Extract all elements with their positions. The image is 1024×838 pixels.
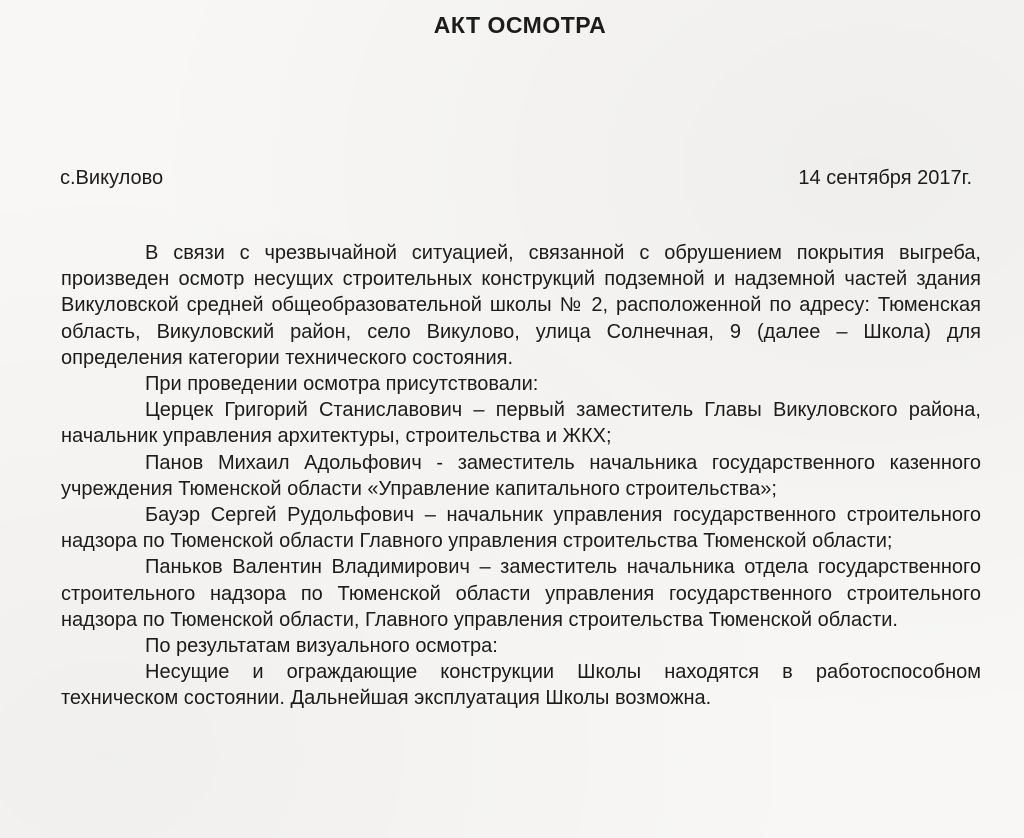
document-body (61, 240, 981, 712)
document-date: 14 сентября 2017г. (798, 167, 972, 189)
paragraph-attendee-1: Церцек Григорий Станиславович – первый заместитель Главы Викуловского района, начальник управления архитектуры, строительства и ЖКХ; (61, 399, 981, 448)
document-title: АКТ ОСМОТРА (433, 12, 607, 38)
paragraph-intro: В связи с чрезвычайной ситуацией, связанной с обрушением покрытия выгреба, произведен осмотр несущих строительных конструкций подземной и надземной частей здания Викуловской средней общеобразовательной школы № 2, расположенной по адресу: Тюменская область, Викуловский район, село Викулово, улица Солнечная, 9 (далее – Школа) для определения категории технического состояния. (61, 242, 981, 369)
document-place: с.Викулово (60, 167, 164, 189)
paragraph-attendee-4: Паньков Валентин Владимирович – заместитель начальника отдела государственного строительного надзора по Тюменской области управления государственного строительного надзора по Тюменской области, Главного управления строительства Тюменской области. (61, 556, 981, 631)
paragraph-attendee-3: Бауэр Сергей Рудольфович – начальник управления государственного строительного надзора по Тюменской области Главного управления строительства Тюменской области; (61, 504, 981, 553)
paragraph-results: Несущие и ограждающие конструкции Школы находятся в работоспособном техническом состоянии. Дальнейшая эксплуатация Школы возможна. (61, 661, 981, 710)
paragraph-attendee-2: Панов Михаил Адольфович - заместитель начальника государственного казенного учреждения Тюменской области «Управление капитального строительства»; (61, 451, 981, 500)
paragraph-results-heading: По результатам визуального осмотра: (145, 635, 498, 658)
paragraph-attendees-heading: При проведении осмотра присутствовали: (145, 373, 539, 396)
